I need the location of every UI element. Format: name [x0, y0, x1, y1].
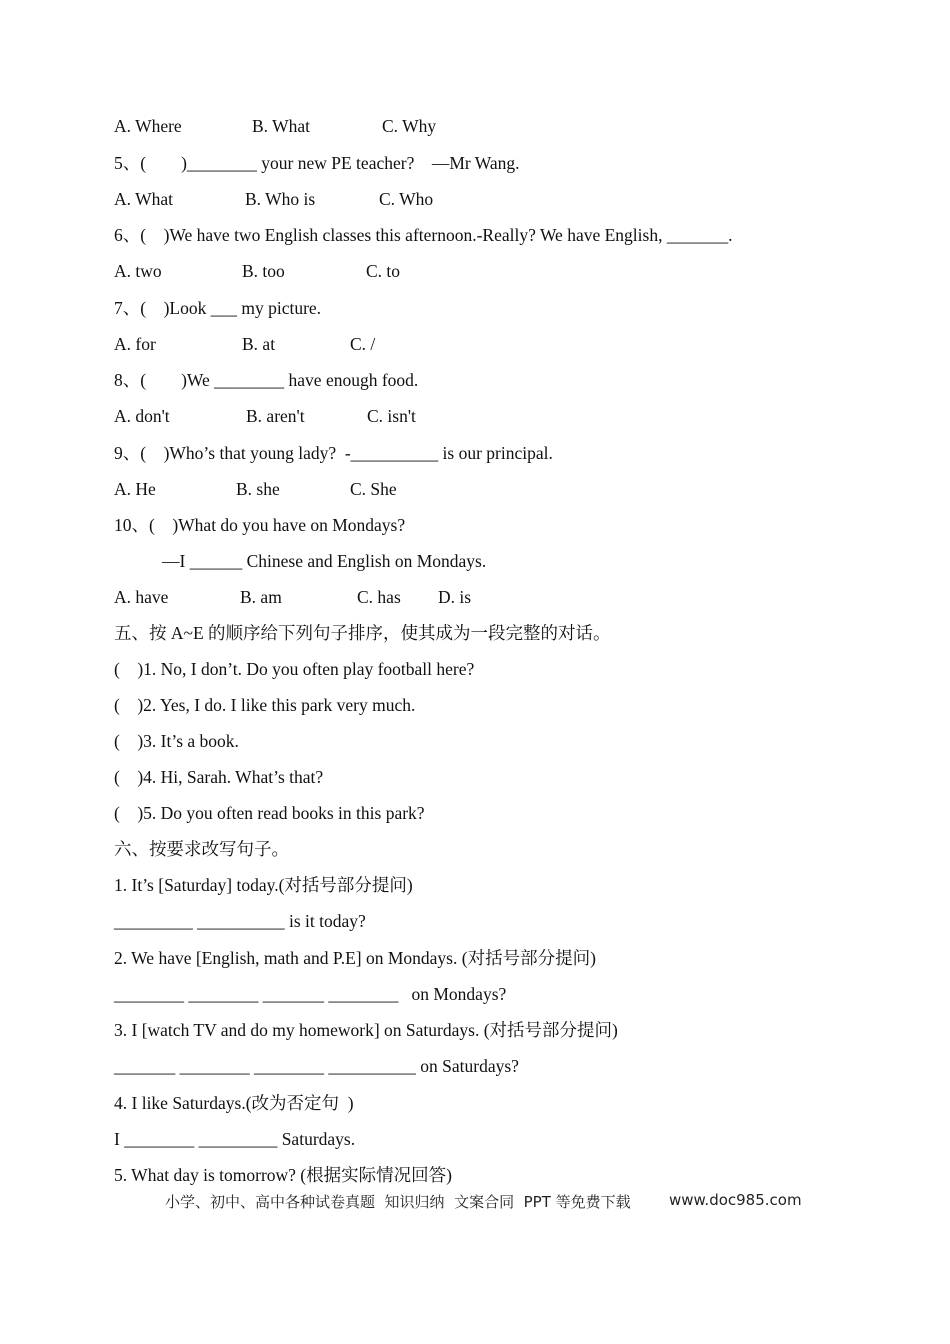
section5-item: ( )2. Yes, I do. I like this park very much.	[114, 695, 416, 715]
section5-item: ( )5. Do you often read books in this park?	[114, 803, 425, 823]
section6-question: 1. It’s [Saturday] today.(对括号部分提问)	[114, 875, 413, 895]
q10-option-c: C. has	[357, 587, 401, 607]
q8-option-a: A. don't	[114, 406, 170, 426]
q6-option-a: A. two	[114, 261, 162, 281]
q6-option-b: B. too	[242, 261, 285, 281]
section6-title: 六、按要求改写句子。	[114, 839, 289, 859]
section6-question: 4. I like Saturdays.(改为否定句 )	[114, 1093, 354, 1113]
section6-question: 3. I [watch TV and do my homework] on Saturdays. (对括号部分提问)	[114, 1020, 618, 1040]
q9-text: 9、( )Who’s that young lady? -__________ is our principal.	[114, 443, 553, 463]
section5-title: 五、按 A~E 的顺序给下列句子排序，使其成为一段完整的对话。	[114, 623, 611, 643]
section5-item: ( )3. It’s a book.	[114, 731, 239, 751]
q5-option-b: B. Who is	[245, 189, 316, 209]
q8-text: 8、( )We ________ have enough food.	[114, 370, 419, 390]
footer-url: www.doc985.com	[669, 1191, 802, 1209]
q9-option-b: B. she	[236, 479, 280, 499]
q10-option-b: B. am	[240, 587, 282, 607]
q4-option-a: A. Where	[114, 116, 182, 136]
q7-text: 7、( )Look ___ my picture.	[114, 298, 322, 318]
q6-option-c: C. to	[366, 261, 401, 281]
q8-option-c: C. isn't	[367, 406, 416, 426]
q7-option-b: B. at	[242, 334, 276, 354]
q10-text: 10、( )What do you have on Mondays?	[114, 515, 406, 535]
q7-option-c: C. /	[350, 334, 376, 354]
q10-answer: —I ______ Chinese and English on Mondays.	[162, 551, 487, 571]
section5-item: ( )4. Hi, Sarah. What’s that?	[114, 767, 324, 787]
section6-answer-blank: ________ ________ _______ ________ on Mondays?	[114, 984, 507, 1004]
q6-text: 6、( )We have two English classes this afternoon.-Really? We have English, _______.	[114, 225, 733, 245]
q10-option-a: A. have	[114, 587, 169, 607]
footer-text: 小学、初中、高中各种试卷真题 知识归纳 文案合同 PPT 等免费下载	[165, 1193, 631, 1211]
q5-option-c: C. Who	[379, 189, 434, 209]
q10-option-d: D. is	[438, 587, 472, 607]
q5-text: 5、( )________ your new PE teacher? —Mr Wang.	[114, 153, 520, 173]
section6-question: 5. What day is tomorrow? (根据实际情况回答)	[114, 1165, 452, 1185]
section6-answer-blank: _________ __________ is it today?	[114, 911, 366, 931]
q7-option-a: A. for	[114, 334, 156, 354]
q9-option-c: C. She	[350, 479, 397, 499]
section6-answer-blank: I ________ _________ Saturdays.	[114, 1129, 356, 1149]
section6-answer-blank: _______ ________ ________ __________ on Saturdays?	[114, 1056, 519, 1076]
section6-question: 2. We have [English, math and P.E] on Mondays. (对括号部分提问)	[114, 948, 596, 968]
q5-option-a: A. What	[114, 189, 173, 209]
q8-option-b: B. aren't	[246, 406, 305, 426]
q4-option-c: C. Why	[382, 116, 437, 136]
q9-option-a: A. He	[114, 479, 156, 499]
q4-option-b: B. What	[252, 116, 311, 136]
section5-item: ( )1. No, I don’t. Do you often play football here?	[114, 659, 475, 679]
